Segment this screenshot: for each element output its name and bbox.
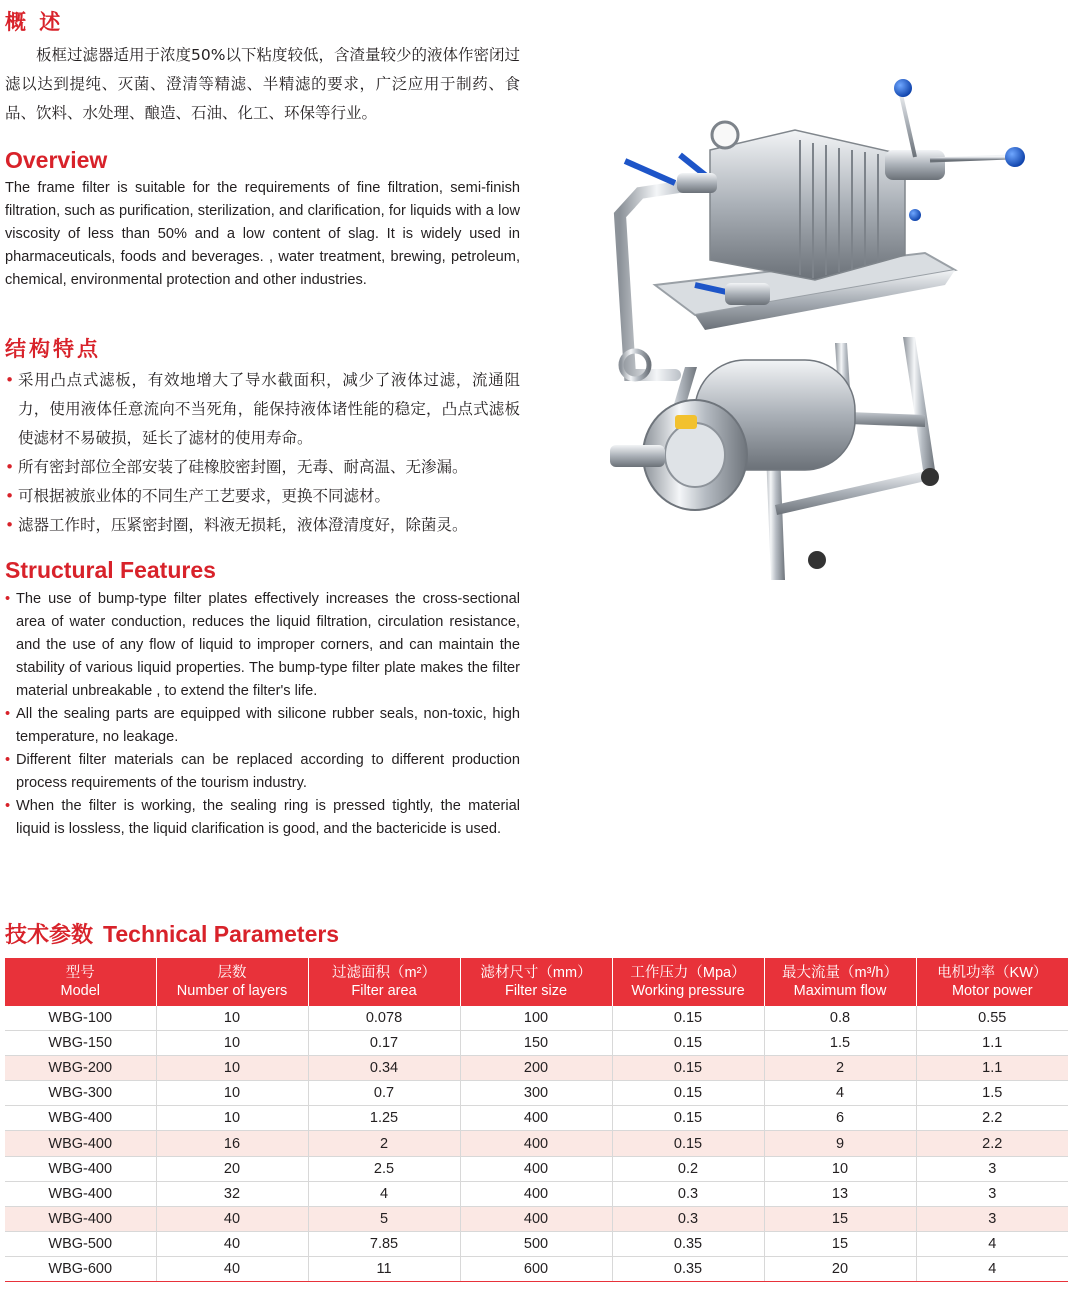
table-cell-flow: 15: [764, 1231, 916, 1256]
table-cell-size: 400: [460, 1131, 612, 1156]
table-cell-power: 2.2: [916, 1106, 1068, 1131]
table-cell-power: 2.2: [916, 1131, 1068, 1156]
table-cell-flow: 6: [764, 1106, 916, 1131]
table-row: [5, 1131, 1068, 1156]
table-cell-power: 3: [916, 1181, 1068, 1206]
list-item: • Different filter materials can be replaced according to different production process requirements of the tourism industry.: [5, 749, 520, 795]
column-header-filter-area: 过滤面积（m²） Filter area: [308, 958, 460, 1006]
table-row: [5, 1106, 1068, 1131]
table-cell-layers: 10: [156, 1056, 308, 1081]
table-cell-layers: 40: [156, 1206, 308, 1231]
overview-text-cn: 板框过滤器适用于浓度50%以下粘度较低，含渣量较少的液体作密闭过滤以达到提纯、灭菌、澄清等精滤、半精滤的要求，广泛应用于制药、食品、饮料、水处理、酿造、石油、化工、环保等行业。: [5, 46, 520, 122]
features-heading-en: Structural Features: [5, 557, 216, 583]
table-cell-model: WBG-400: [5, 1106, 156, 1131]
table-cell-pressure: 0.15: [612, 1081, 764, 1106]
table-cell-pressure: 0.15: [612, 1106, 764, 1131]
table-cell-area: 4: [308, 1181, 460, 1206]
table-cell-layers: 32: [156, 1181, 308, 1206]
table-cell-area: 0.17: [308, 1031, 460, 1056]
list-item: • 可根据被旅业体的不同生产工艺要求，更换不同滤材。: [5, 482, 520, 511]
list-item: • When the filter is working, the sealing ring is pressed tightly, the material liquid is lossless, the liquid clarification is good, and the bactericide is used.: [5, 795, 520, 841]
table-cell-area: 5: [308, 1206, 460, 1231]
table-cell-layers: 40: [156, 1256, 308, 1281]
features-list-cn: [5, 366, 520, 540]
table-cell-layers: 40: [156, 1231, 308, 1256]
features-heading-cn: 结构特点: [5, 337, 101, 361]
table-cell-flow: 20: [764, 1256, 916, 1281]
table-cell-flow: 15: [764, 1206, 916, 1231]
table-cell-size: 500: [460, 1231, 612, 1256]
table-cell-pressure: 0.3: [612, 1181, 764, 1206]
table-cell-flow: 1.5: [764, 1031, 916, 1056]
table-cell-area: 0.34: [308, 1056, 460, 1081]
table-cell-pressure: 0.35: [612, 1256, 764, 1281]
table-cell-model: WBG-300: [5, 1081, 156, 1106]
bullet-dot-icon: •: [5, 706, 11, 722]
table-cell-flow: 0.8: [764, 1006, 916, 1031]
table-cell-power: 3: [916, 1206, 1068, 1231]
table-cell-power: 4: [916, 1256, 1068, 1281]
table-cell-model: WBG-100: [5, 1006, 156, 1031]
column-header-layers: 层数 Number of layers: [156, 958, 308, 1006]
table-cell-power: 4: [916, 1231, 1068, 1256]
list-item: • All the sealing parts are equipped with silicone rubber seals, non-toxic, high temperature, no leakage.: [5, 703, 520, 749]
table-cell-area: 0.7: [308, 1081, 460, 1106]
table-cell-model: WBG-400: [5, 1181, 156, 1206]
table-cell-power: 0.55: [916, 1006, 1068, 1031]
text-column: [5, 0, 520, 841]
table-cell-size: 400: [460, 1156, 612, 1181]
table-header-row: [5, 958, 1068, 1006]
bullet-dot-icon: •: [5, 516, 15, 534]
bullet-dot-icon: •: [5, 371, 15, 389]
table-cell-size: 400: [460, 1106, 612, 1131]
bullet-dot-icon: •: [5, 591, 11, 607]
overview-heading-en: Overview: [5, 147, 108, 173]
table-cell-model: WBG-400: [5, 1131, 156, 1156]
table-cell-flow: 2: [764, 1056, 916, 1081]
table-row: [5, 1231, 1068, 1256]
table-cell-layers: 10: [156, 1006, 308, 1031]
table-cell-size: 400: [460, 1206, 612, 1231]
table-cell-pressure: 0.15: [612, 1056, 764, 1081]
bullet-dot-icon: •: [5, 458, 15, 476]
filter-machine-image: [585, 75, 1045, 595]
table-cell-pressure: 0.15: [612, 1131, 764, 1156]
table-row: [5, 1181, 1068, 1206]
table-cell-layers: 20: [156, 1156, 308, 1181]
table-cell-pressure: 0.3: [612, 1206, 764, 1231]
table-cell-size: 200: [460, 1056, 612, 1081]
table-cell-flow: 10: [764, 1156, 916, 1181]
table-cell-pressure: 0.15: [612, 1031, 764, 1056]
table-row: [5, 1081, 1068, 1106]
table-cell-model: WBG-150: [5, 1031, 156, 1056]
table-cell-power: 3: [916, 1156, 1068, 1181]
table-cell-flow: 13: [764, 1181, 916, 1206]
list-item: • 所有密封部位全部安装了硅橡胶密封圈，无毒、耐高温、无渗漏。: [5, 453, 520, 482]
overview-heading-cn: 概 述: [5, 10, 64, 34]
column-header-maximum-flow: 最大流量（m³/h） Maximum flow: [764, 958, 916, 1006]
column-header-filter-size: 滤材尺寸（mm） Filter size: [460, 958, 612, 1006]
table-cell-pressure: 0.2: [612, 1156, 764, 1181]
table-cell-size: 400: [460, 1181, 612, 1206]
technical-parameters-table: [5, 958, 1068, 1282]
table-cell-power: 1.1: [916, 1031, 1068, 1056]
table-cell-model: WBG-500: [5, 1231, 156, 1256]
table-cell-power: 1.5: [916, 1081, 1068, 1106]
table-cell-power: 1.1: [916, 1056, 1068, 1081]
table-cell-area: 1.25: [308, 1106, 460, 1131]
table-row: [5, 1056, 1068, 1081]
column-header-model: 型号 Model: [5, 958, 156, 1006]
table-row: [5, 1156, 1068, 1181]
table-cell-size: 300: [460, 1081, 612, 1106]
table-cell-size: 150: [460, 1031, 612, 1056]
table-cell-flow: 4: [764, 1081, 916, 1106]
bullet-dot-icon: •: [5, 487, 15, 505]
list-item: • 滤器工作时，压紧密封圈，料液无损耗，液体澄清度好，除菌灵。: [5, 511, 520, 540]
table-cell-model: WBG-400: [5, 1206, 156, 1231]
table-cell-area: 0.078: [308, 1006, 460, 1031]
table-cell-size: 100: [460, 1006, 612, 1031]
table-cell-pressure: 0.15: [612, 1006, 764, 1031]
table-cell-layers: 16: [156, 1131, 308, 1156]
table-cell-layers: 10: [156, 1031, 308, 1056]
overview-text-en: The frame filter is suitable for the requirements of fine filtration, semi-finish filtration, such as purification, sterilization, and clarification, for liquids with a low viscosity of less than 50% and a low content of slag. It is widely used in pharmaceuticals, foods and beverages. , water treatment, brewing, petroleum, chemical, environmental protection and other industries.: [5, 180, 520, 288]
table-cell-area: 2: [308, 1131, 460, 1156]
bullet-dot-icon: •: [5, 752, 11, 768]
list-item: • 采用凸点式滤板，有效地增大了导水截面积，减少了液体过滤，流通阻力，使用液体任意流向不当死角，能保持液体诸性能的稳定，凸点式滤板使滤材不易破损，延长了滤材的使用寿命。: [5, 366, 520, 453]
bullet-dot-icon: •: [5, 798, 11, 814]
technical-parameters-heading: 技术参数 Technical Parameters: [5, 921, 340, 948]
table-cell-area: 7.85: [308, 1231, 460, 1256]
column-header-working-pressure: 工作压力（Mpa） Working pressure: [612, 958, 764, 1006]
table-row: [5, 1006, 1068, 1031]
table-cell-model: WBG-200: [5, 1056, 156, 1081]
table-cell-size: 600: [460, 1256, 612, 1281]
table-cell-model: WBG-600: [5, 1256, 156, 1281]
list-item: • The use of bump-type filter plates effectively increases the cross-sectional area of water conduction, reduces the liquid filtration, circulation resistance, and the use of any flow of liquid to improper corners, and can maintain the stability of various liquid properties. The bump-type filter plate makes the filter material unbreakable , to extend the filter's life.: [5, 588, 520, 703]
table-cell-layers: 10: [156, 1106, 308, 1131]
table-row: [5, 1031, 1068, 1056]
table-cell-area: 11: [308, 1256, 460, 1281]
table-cell-area: 2.5: [308, 1156, 460, 1181]
features-list-en: [5, 588, 520, 841]
table-cell-pressure: 0.35: [612, 1231, 764, 1256]
table-row: [5, 1206, 1068, 1231]
column-header-motor-power: 电机功率（KW） Motor power: [916, 958, 1068, 1006]
table-cell-layers: 10: [156, 1081, 308, 1106]
table-cell-flow: 9: [764, 1131, 916, 1156]
table-cell-model: WBG-400: [5, 1156, 156, 1181]
table-row: [5, 1256, 1068, 1281]
